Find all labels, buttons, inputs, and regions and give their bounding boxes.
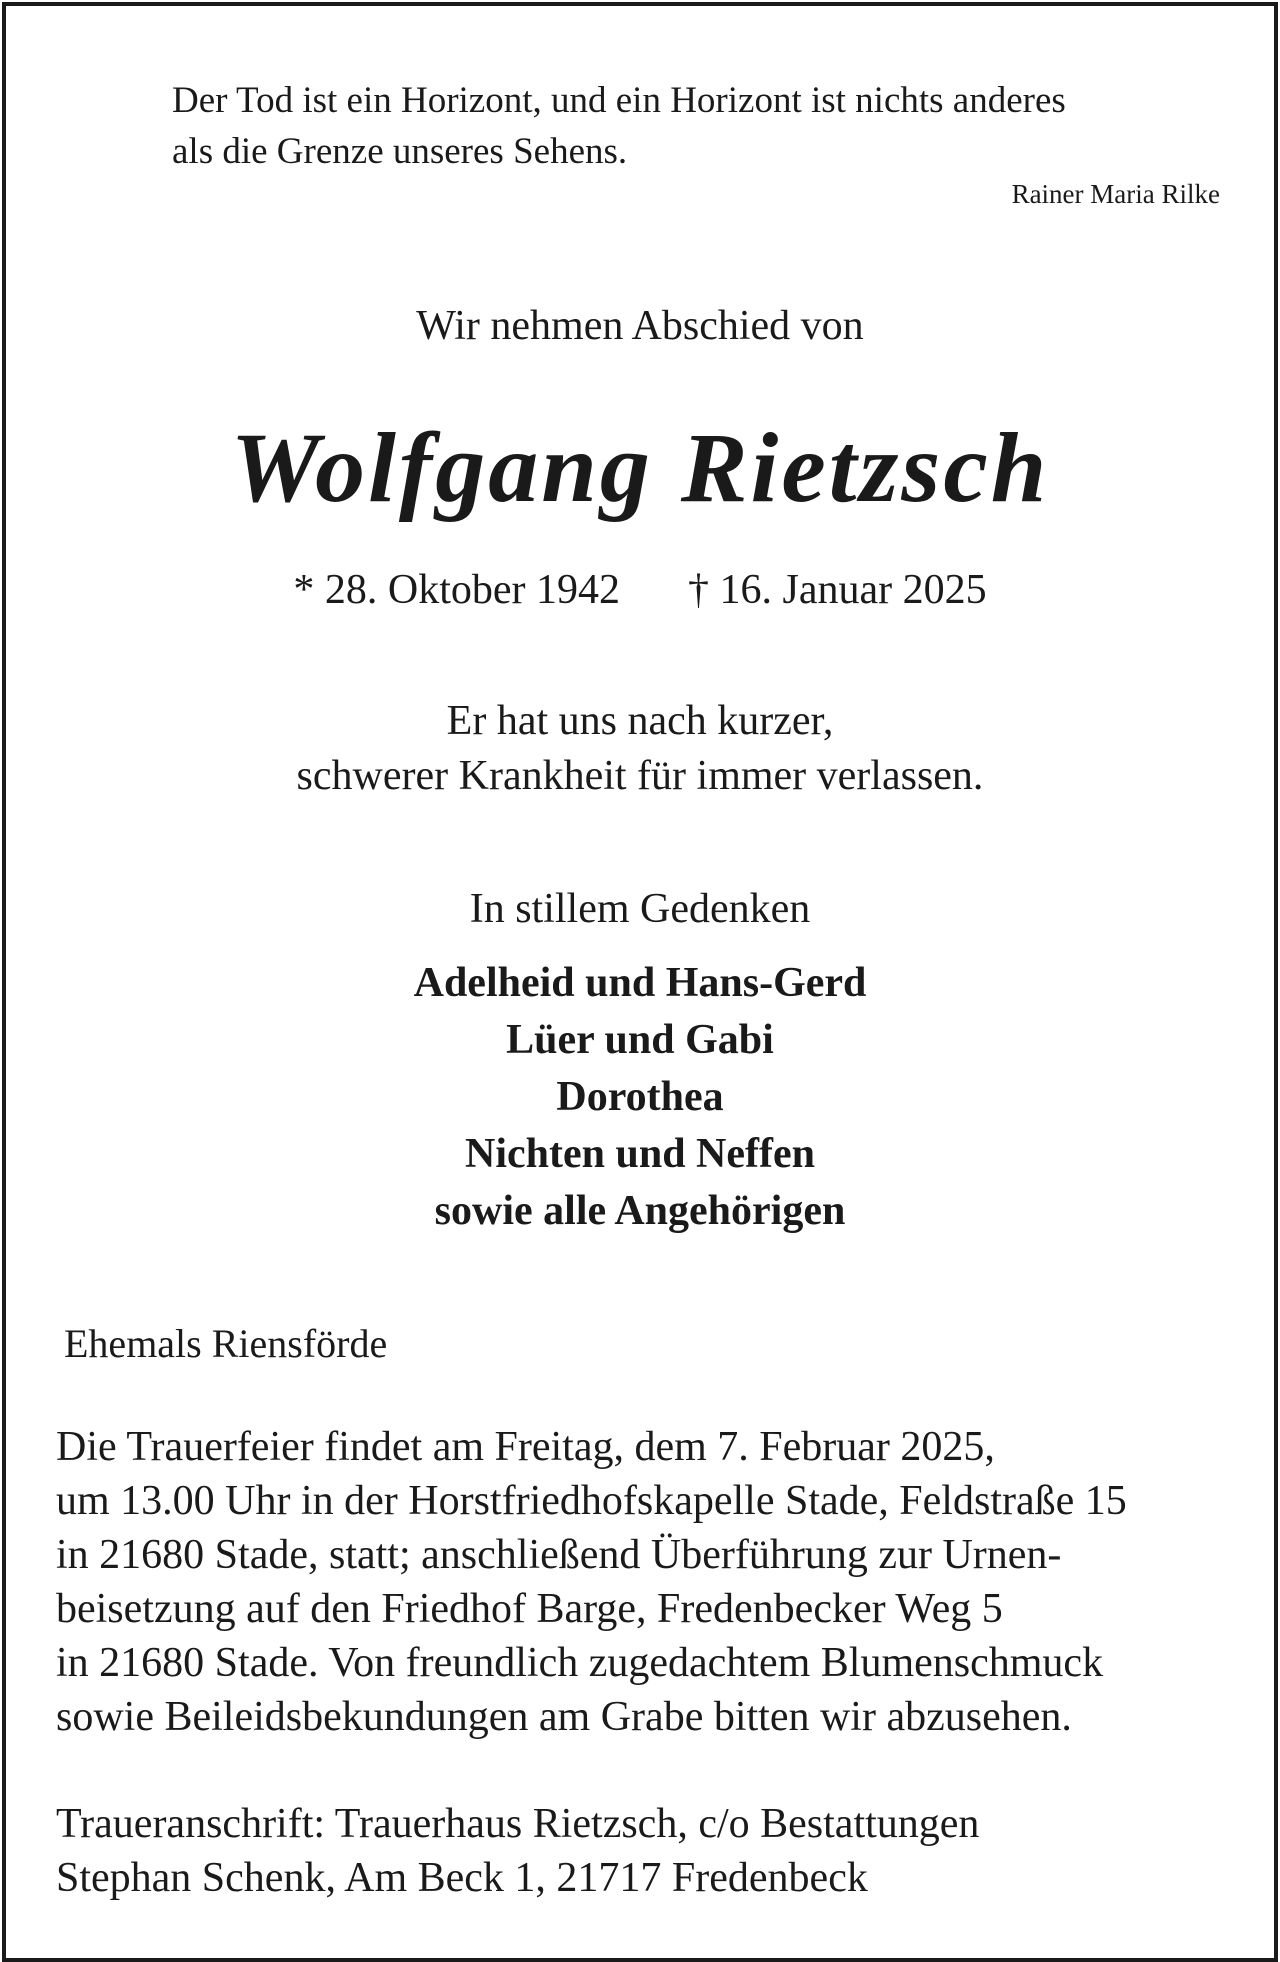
service-line: beisetzung auf den Friedhof Barge, Fredenbecker Weg 5 (56, 1586, 1003, 1632)
mourners-list (0, 955, 1280, 1240)
memorial-heading: In stillem Gedenken (469, 886, 811, 932)
mourner-line: Adelheid und Hans-Gerd (413, 960, 867, 1006)
service-line: sowie Beileidsbekundungen am Grabe bitten wir abzusehen. (56, 1694, 1072, 1740)
former-residence: Ehemals Riensförde (64, 1321, 388, 1366)
service-line: in 21680 Stade. Von freundlich zugedachtem Blumenschmuck (56, 1640, 1104, 1686)
service-line: um 13.00 Uhr in der Horstfriedhofskapelle Stade, Feldstraße 15 (56, 1478, 1127, 1524)
mourner-line: sowie alle Angehörigen (434, 1188, 846, 1234)
message-line-2: schwerer Krankheit für immer verlassen. (296, 753, 984, 799)
farewell-intro: Wir nehmen Abschied von (416, 303, 864, 349)
deceased-name: Wolfgang Rietzsch (230, 412, 1050, 523)
death-date: † 16. Januar 2025 (688, 567, 987, 613)
service-line: in 21680 Stade, statt; anschließend Überführung zur Urnen- (56, 1532, 1062, 1578)
address-line: Traueranschrift: Trauerhaus Rietzsch, c/o Bestattungen (56, 1801, 980, 1847)
service-line: Die Trauerfeier findet am Freitag, dem 7. Februar 2025, (56, 1424, 995, 1470)
mourner-line: Dorothea (556, 1074, 724, 1120)
quote-line-1: Der Tod ist ein Horizont, und ein Horizont ist nichts anderes (172, 80, 1066, 121)
service-details (56, 1420, 1127, 1744)
mourner-line: Nichten und Neffen (464, 1131, 815, 1177)
life-dates (0, 566, 1280, 614)
message-line-1: Er hat uns nach kurzer, (446, 698, 834, 744)
address-line: Stephan Schenk, Am Beck 1, 21717 Fredenbeck (56, 1855, 868, 1901)
mourner-line: Lüer und Gabi (506, 1017, 774, 1063)
quote-author: Rainer Maria Rilke (1011, 179, 1220, 209)
quote-line-2: als die Grenze unseres Sehens. (172, 131, 628, 172)
birth-date: * 28. Oktober 1942 (293, 567, 620, 613)
mourning-address (56, 1797, 979, 1905)
